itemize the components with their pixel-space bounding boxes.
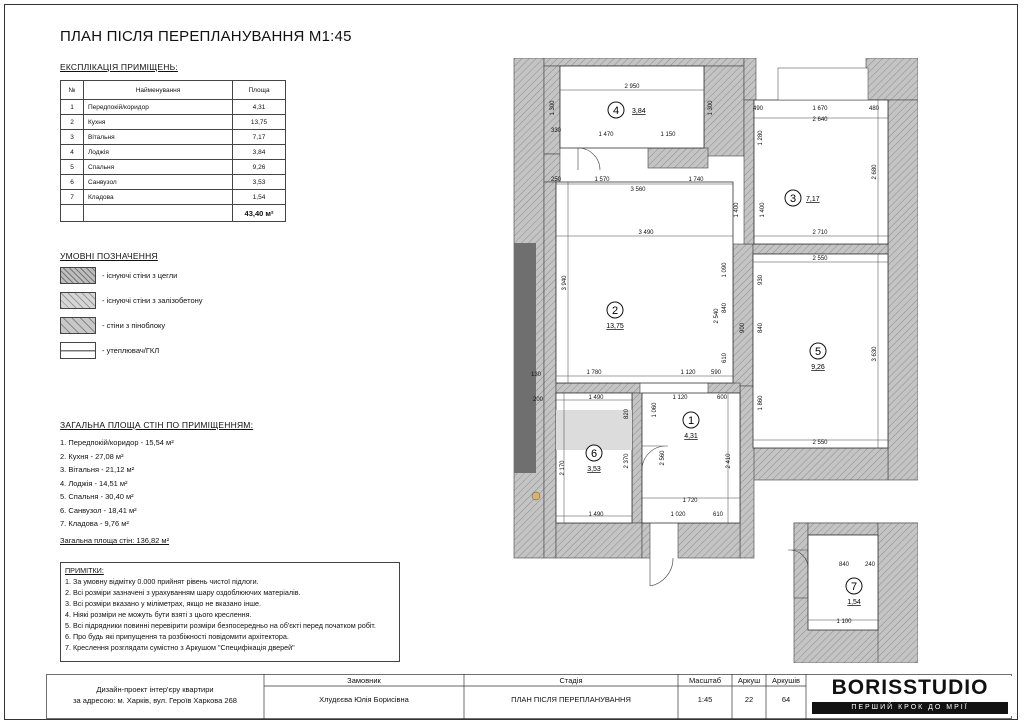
note-item: 2. Всі розміри зазначені з урахуванням шару оздоблюючих матеріалів. (65, 588, 301, 597)
dim-label: 3 560 (630, 187, 646, 193)
dim-label: 840 (722, 302, 728, 314)
row-area: 7,17 (233, 130, 286, 145)
dim-label: 1 120 (672, 395, 688, 401)
col-no: № (61, 81, 84, 100)
stage-value: ПЛАН ПІСЛЯ ПЕРЕПЛАНУВАННЯ (511, 695, 631, 704)
note-item: 6. Про будь які припущення та розбіжності повідомити архітектора. (65, 632, 289, 641)
dim-label: 2 550 (812, 440, 828, 446)
room-area: 13,75 (606, 323, 624, 330)
list-item: 7. Кладова - 9,76 м² (60, 519, 129, 528)
row-no: 6 (61, 175, 84, 190)
dim-label: 1 120 (680, 370, 696, 376)
dim-label: 2 550 (812, 256, 828, 262)
dim-label: 1 720 (682, 498, 698, 504)
client-name: Хлудєєва Юлія Борисівна (319, 695, 409, 704)
row-area: 4,31 (233, 100, 286, 115)
dim-label: 840 (758, 322, 764, 334)
note-item: 5. Всі підрядники повинні перевірити розміри безпосередньо на об'єкті перед початком робіт. (65, 621, 376, 630)
table-row (61, 115, 286, 130)
dim-label: 1 740 (688, 177, 704, 183)
dim-label: 1 400 (760, 202, 766, 218)
dim-label: 2 710 (812, 230, 828, 236)
list-item: 5. Спальня - 30,40 м² (60, 492, 134, 501)
bathroom-tile (556, 410, 632, 450)
window (778, 68, 868, 100)
door-swing (578, 148, 600, 170)
row-area: 13,75 (233, 115, 286, 130)
row-no: 4 (61, 145, 84, 160)
legend-label: - утеплювач/ГКЛ (102, 346, 160, 355)
row-area: 1,54 (233, 190, 286, 205)
legend-item-brick (60, 267, 177, 284)
dim-label: 3 940 (562, 275, 568, 291)
notes-box (60, 562, 400, 662)
dim-label: 1 400 (734, 202, 740, 218)
dim-label: 2 370 (624, 453, 630, 469)
col-area: Площа (233, 81, 286, 100)
dim-label: 1 150 (660, 132, 676, 138)
row-no: 2 (61, 115, 84, 130)
room-area: 1,54 (847, 599, 861, 606)
dim-label: 1 300 (550, 100, 556, 116)
dim-label: 480 (868, 106, 880, 112)
row-no: 1 (61, 100, 84, 115)
scale-header: Масштаб (688, 676, 722, 685)
stage-header: Стадія (559, 676, 583, 685)
walls-total: Загальна площа стін: 136,82 м² (60, 536, 170, 545)
row-area: 3,53 (233, 175, 286, 190)
list-item: 2. Кухня - 27,08 м² (60, 451, 124, 461)
legend-item-insulation (60, 342, 159, 359)
dim-label: 130 (530, 372, 542, 378)
dim-label: 610 (722, 352, 728, 364)
legend-item-concrete (60, 292, 203, 309)
legend-label: - існуючі стіни з залізобетону (102, 296, 203, 305)
row-area: 9,26 (233, 160, 286, 175)
note-item: 7. Креслення розглядати сумістно з Аркушом "Специфікація дверей" (65, 643, 295, 652)
dim-label: 1 020 (670, 512, 686, 518)
dim-label: 3 630 (872, 346, 878, 362)
row-no: 3 (61, 130, 84, 145)
dim-label: 1 470 (598, 132, 614, 138)
dim-label: 1 780 (586, 370, 602, 376)
list-item: 1. Передпокій/коридор - 15,54 м² (60, 438, 174, 447)
dim-label: 1 570 (594, 177, 610, 183)
table-row (61, 145, 286, 160)
notes-heading: ПРИМІТКИ: (65, 566, 104, 575)
dim-label: 1 100 (836, 619, 852, 625)
list-item: 3. Вітальня - 21,12 м² (60, 465, 135, 474)
concrete-swatch (60, 292, 96, 309)
total-area: 43,40 м² (233, 205, 286, 222)
sheets-header: Аркушів (772, 676, 800, 685)
col-name: Найменування (84, 81, 233, 100)
boiler-icon (532, 492, 540, 500)
dim-label: 1 490 (588, 512, 604, 518)
row-name: Санвузол (84, 175, 233, 190)
dim-label: 2 950 (624, 84, 640, 90)
row-name: Передпокій/коридор (84, 100, 233, 115)
table-row (61, 100, 286, 115)
dim-label: 2 410 (726, 453, 732, 469)
room-number: 4 (612, 105, 620, 117)
room-number: 7 (850, 581, 858, 593)
dim-label: 1 860 (758, 395, 764, 411)
dim-label: 200 (532, 397, 544, 403)
dim-label: 490 (752, 106, 764, 112)
note-item: 4. Ніякі розміри не можуть бути взяті з цього креслення. (65, 610, 252, 619)
dim-label: 250 (550, 177, 562, 183)
row-name: Кладова (84, 190, 233, 205)
table-row (61, 190, 286, 205)
dim-label: 1 300 (708, 100, 714, 116)
brand-logo (808, 676, 1012, 716)
room-area: 3,84 (632, 108, 646, 115)
room-area: 7,17 (806, 196, 820, 203)
dim-label: 590 (710, 370, 722, 376)
row-area: 3,84 (233, 145, 286, 160)
room-area: 3,53 (587, 466, 601, 473)
brand-name: BORISSTUDIO (831, 676, 989, 699)
room-number: 2 (611, 305, 619, 317)
row-name: Вітальня (84, 130, 233, 145)
dim-label: 930 (758, 274, 764, 286)
legend-label: - існуючі стіни з цегли (102, 271, 178, 280)
floor-plan (508, 58, 918, 663)
table-row (61, 175, 286, 190)
dim-label: 2 540 (714, 308, 720, 324)
dim-label: 2 560 (660, 450, 666, 466)
walls-list (60, 436, 174, 531)
sheet-value: 22 (744, 695, 754, 704)
list-item: 6. Санвузол - 18,41 м² (60, 505, 137, 515)
dim-label: 820 (624, 408, 630, 420)
brick-swatch (60, 267, 96, 284)
row-name: Кухня (84, 115, 233, 130)
room-area: 9,26 (811, 364, 825, 371)
dim-label: 1 090 (722, 262, 728, 278)
drawing-title: ПЛАН ПІСЛЯ ПЕРЕПЛАНУВАННЯ М1:45 (60, 28, 352, 45)
room-number: 5 (814, 346, 822, 358)
insulation-swatch (60, 342, 96, 359)
sheet-header: Аркуш (737, 676, 761, 685)
list-item: 4. Лоджія - 14,51 м² (60, 478, 128, 488)
brand-tagline: ПЕРШИЙ КРОК ДО МРІЇ (812, 702, 1008, 714)
table-row (61, 160, 286, 175)
note-item: 3. Всі розміри вказано у міліметрах, якщо не вказано інше. (65, 599, 261, 608)
dim-label: 2 680 (872, 164, 878, 180)
legend-heading: УМОВНІ ПОЗНАЧЕННЯ (60, 251, 158, 261)
room-kitchen (556, 182, 733, 383)
room-storage (808, 535, 878, 630)
legend-label: - стіни з піноблоку (102, 321, 166, 330)
sheets-value: 64 (781, 695, 791, 704)
row-name: Спальня (84, 160, 233, 175)
total-row (61, 205, 286, 222)
dim-label: 2 640 (812, 117, 828, 123)
dim-label: 240 (864, 562, 876, 568)
dim-label: 1 060 (652, 402, 658, 418)
dim-label: 3 490 (638, 230, 654, 236)
dim-label: 1 670 (812, 106, 828, 112)
note-item: 1. За умовну відмітку 0.000 прийнят рівень чистої підлоги. (65, 577, 259, 586)
dim-label: 900 (740, 322, 746, 334)
client-header: Замовник (347, 676, 381, 685)
dim-label: 1 490 (588, 395, 604, 401)
row-name: Лоджія (84, 145, 233, 160)
exterior-wall (514, 243, 536, 473)
row-no: 5 (61, 160, 84, 175)
walls-heading: ЗАГАЛЬНА ПЛОЩА СТІН ПО ПРИМІЩЕННЯМ: (60, 420, 254, 430)
project-address: Дизайн-проект інтер'єру квартири за адресою: м. Харків, вул. Героїв Харкова 268 (73, 685, 237, 705)
room-number: 3 (789, 193, 797, 205)
dim-label: 840 (838, 562, 850, 568)
explication-heading: ЕКСПЛІКАЦІЯ ПРИМІЩЕНЬ: (60, 62, 178, 72)
dim-label: 600 (716, 395, 728, 401)
room-loggia (560, 66, 704, 148)
room-number: 1 (687, 415, 695, 427)
room-number: 6 (590, 448, 598, 460)
door-swing (650, 558, 673, 586)
dim-label: 2 170 (560, 460, 566, 476)
room-area: 4,31 (684, 433, 698, 440)
legend-item-foam (60, 317, 165, 334)
dim-label: 1 280 (758, 130, 764, 146)
foam-block-swatch (60, 317, 96, 334)
table-row (61, 130, 286, 145)
dim-label: 610 (712, 512, 724, 518)
dim-label: 330 (550, 128, 562, 134)
scale-value: 1:45 (697, 695, 713, 704)
row-no: 7 (61, 190, 84, 205)
explication-table (60, 80, 286, 222)
